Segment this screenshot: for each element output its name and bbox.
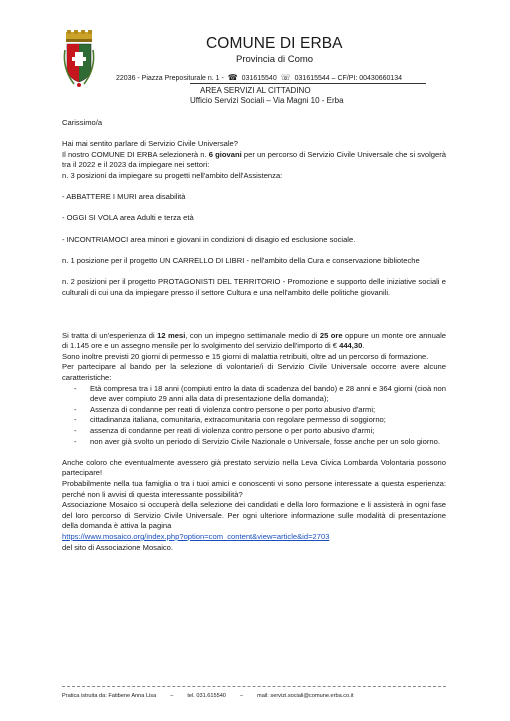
phone-number: 031615540 <box>241 75 277 82</box>
fax-icon: ☏ <box>280 73 291 82</box>
requirement-text: Assenza di condanne per reati di violenza contro persone o per porto abusivo d'armi; <box>90 404 376 414</box>
requirement-item: - cittadinanza italiana, comunitaria, extracomunitaria con regolare permesso di soggiorno; <box>74 415 386 425</box>
requirement-item: - assenza di condanne per reati di violenza contro persone o per porto abusivo d'armi; <box>74 426 375 436</box>
territory-position: n. 2 posizioni per il progetto PROTAGONISTI DEL TERRITORIO - Promozione e supporto delle iniziative sociali e culturali di cui una da impiegare presso il settore Cultura e una nell'ambito delle politiche giovanili. <box>62 276 446 297</box>
address-text: 22036 - Piazza Prepositurale n. 1 - <box>116 75 224 82</box>
exp-duration: 12 mesi <box>157 330 186 340</box>
intro-text-a: Il nostro COMUNE DI ERBA selezionerà n. <box>62 149 209 159</box>
mosaico-link[interactable]: https://www.mosaico.org/index.php?option=com_content&view=article&id=2703 <box>62 531 330 541</box>
header-divider <box>190 83 426 84</box>
footer-sep: – <box>170 693 174 699</box>
greeting: Carissimo/a <box>62 118 103 127</box>
requirement-item: - Assenza di condanne per reati di violenza contro persone o per porto abusivo d'armi; <box>74 404 376 414</box>
footer-author: Pratica istruita da: Fatibene Anna Lisa <box>62 693 157 699</box>
requirement-item: - Età compresa tra i 18 anni (compiuti entro la data di scadenza del bando) e 28 anni e 364 giorni (cioà non deve aver compiuto 29 anni alla data di presentazione della domanda); <box>74 383 446 404</box>
intro-paragraph <box>62 150 446 171</box>
area-heading: AREA SERVIZI AL CITTADINO <box>200 86 311 95</box>
project-item: - OGGI SI VOLA area Adulti e terza età <box>62 213 194 223</box>
experience-paragraph <box>62 331 446 352</box>
civica-paragraph: Anche coloro che eventualmente avessero già prestato servizio nella Leva Civica Lombarda Volontaria possono partecipare! <box>62 457 446 478</box>
exp-hours: 25 ore <box>319 330 343 340</box>
requirement-item: - non aver già svolto un periodo di Servizio Civile Nazionale o Universale, fosse anche per un solo giorno. <box>74 436 440 446</box>
municipality-title: COMUNE DI ERBA <box>206 35 343 52</box>
assistance-positions: n. 3 posizioni da impiegare su progetti nell'ambito dell'Assistenza: <box>62 170 283 180</box>
mosaico-paragraph: Associazione Mosaico si occuperà della selezione dei candidati e della loro formazione e li assisterà in ogni fase del loro percorso di Servizio Civile Universale. Per ogni ulteriore informazione sulle modalità di presentazione della domanda è attiva la pagina <box>62 500 446 531</box>
project-item: - ABBATTERE I MURI area disabilità <box>62 192 186 202</box>
requirements-intro: Per partecipare al bando per la selezione di volontarie/i di Servizio Civile Universale occorre avere alcune caratteristiche: <box>62 362 446 383</box>
office-heading: Ufficio Servizi Sociali – Via Magni 10 - Erba <box>190 96 344 105</box>
exp-text-e: oppure un monte ore annuale di 1.145 ore e un assegno mensile per lo svolgimento del servizio dell'importo di € <box>62 330 446 351</box>
leave-paragraph: Sono inoltre previsti 20 giorni di permesso e 15 giorni di malattia retribuiti, oltre ad un percorso di formazione. <box>62 351 429 361</box>
exp-text-c: , con un impegno settimanale medio di <box>185 330 320 340</box>
requirement-text: assenza di condanne per reati di violenza contro persone o per porto abusivo d'armi; <box>90 426 375 436</box>
requirement-text: non aver già svolto un periodo di Servizio Civile Nazionale o Universale, fosse anche per un solo giorno. <box>90 436 440 446</box>
requirement-text: cittadinanza italiana, comunitaria, extracomunitaria con regolare permesso di soggiorno; <box>90 415 386 425</box>
address-line <box>116 73 402 82</box>
exp-text-g: . <box>362 341 365 351</box>
footer-mail: mail: servizi.sociali@comune.erba.co.it <box>257 693 354 699</box>
family-paragraph: Probabilmente nella tua famiglia o tra i tuoi amici e conoscenti vi sono persone interessate a questa esperienza: perché non li avvisi di questa interessante possibilità? <box>62 479 446 499</box>
exp-amount: 444,30 <box>339 341 363 351</box>
requirement-text: Età compresa tra i 18 anni (compiuti entro la data di scadenza del bando) e 28 anni e 364 giorni (cioà non deve aver compiuto 29 anni alla data di presentazione della domanda); <box>90 383 446 404</box>
footer-sep: – <box>239 693 244 699</box>
exp-text-a: Si tratta di un'esperienza di <box>62 330 158 340</box>
footer-tel: tel. 031.615540 <box>187 693 226 699</box>
letter-body <box>62 118 446 553</box>
intro-text-c: per un percorso di Servizio Civile Universale che si svolgerà tra il 2022 e il 2023 da impiegare nei settori: <box>62 149 446 170</box>
fax-number: 031615544 – CF/PI: 00430660134 <box>294 75 403 82</box>
footer <box>62 693 354 699</box>
intro-question: Hai mai sentito parlare di Servizio Civile Universale? <box>62 139 238 149</box>
site-reference: del sito di Associazione Mosaico. <box>62 542 174 552</box>
phone-icon: ☎ <box>227 73 238 82</box>
coat-of-arms-icon <box>62 30 96 88</box>
intro-count: 6 giovani <box>208 149 242 159</box>
province-subtitle: Provincia di Como <box>236 54 314 65</box>
requirements-list <box>62 384 446 448</box>
project-item: - INCONTRIAMOCI area minori e giovani in condizioni di disagio ed esclusione sociale. <box>62 234 356 244</box>
library-position: n. 1 posizione per il progetto UN CARRELLO DI LIBRI - nell'ambito della Cura e conservazione biblioteche <box>62 255 420 265</box>
footer-divider <box>62 686 446 687</box>
